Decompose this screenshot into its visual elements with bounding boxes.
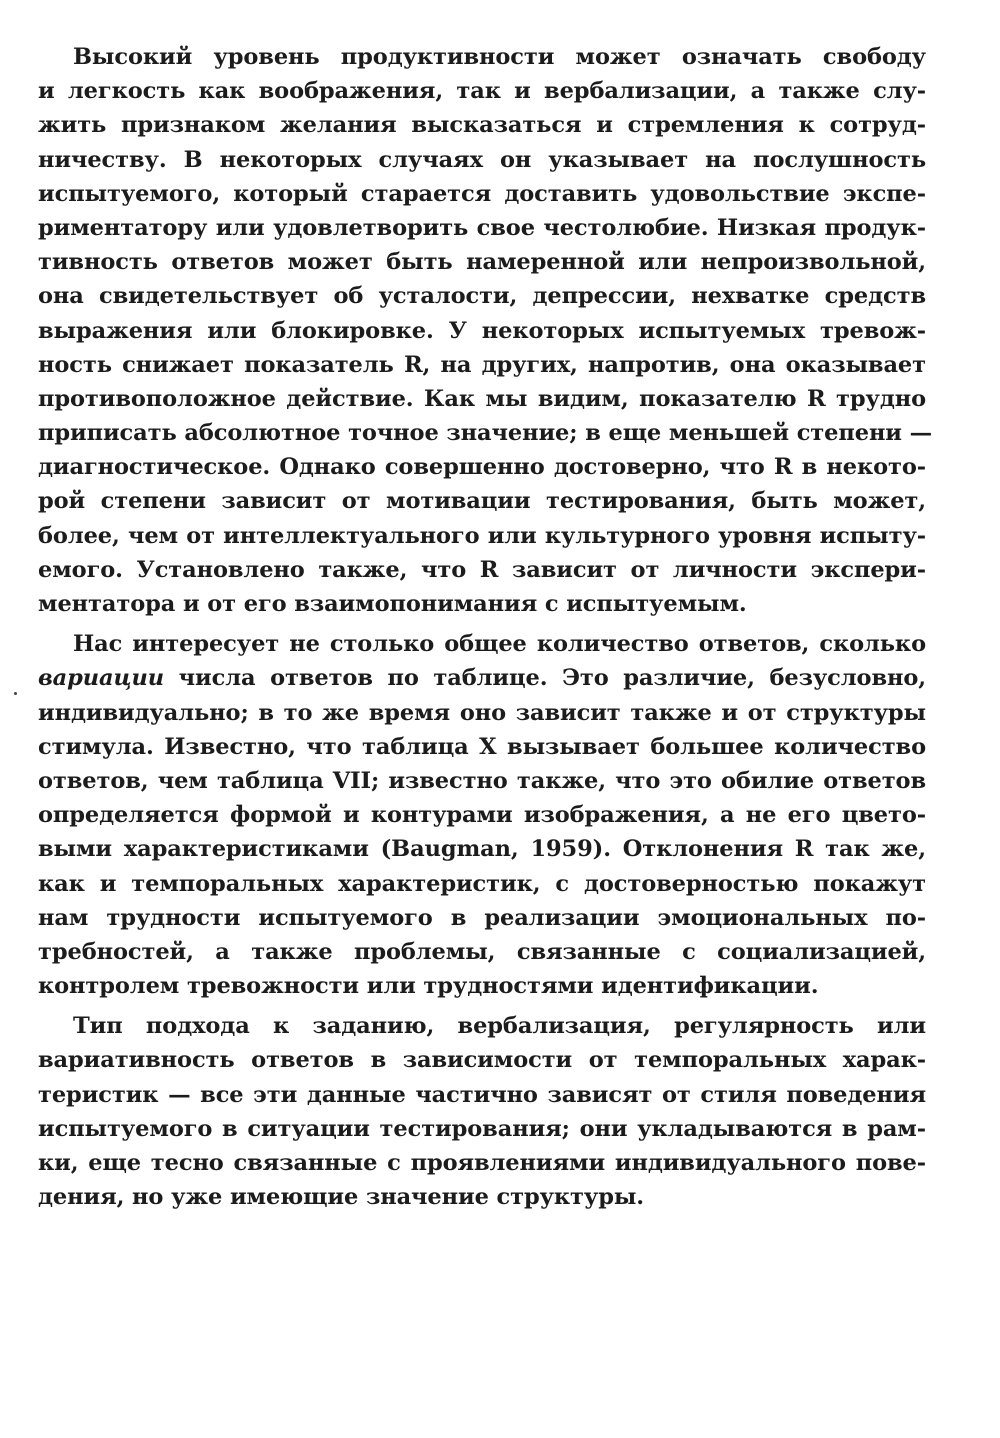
- text-line: Высокий уровень продуктивности может означать свободу: [73, 44, 926, 70]
- text-line-with-italic: [38, 661, 926, 695]
- document-page: [38, 40, 933, 1214]
- text-line: теристик — все эти данные частично зависят от стиля поведения: [38, 1081, 926, 1108]
- text-line: контролем тревожности или трудностями идентификации.: [38, 973, 819, 1000]
- text-line: как и темпоральных характеристик, с достоверностью покажут: [38, 870, 926, 897]
- text-line: требностей, а также проблемы, связанные с социализацией,: [38, 938, 926, 965]
- text-line: противоположное действие. Как мы видим, показателю R трудно: [38, 385, 926, 412]
- text-line: жить признаком желания высказаться и стремления к сотруд-: [38, 112, 926, 139]
- scan-speck: [14, 692, 17, 695]
- text-line: ничеству. В некоторых случаях он указывает на послушность: [38, 146, 926, 173]
- text-line: индивидуально; в то же время оно зависит также и от структуры: [38, 699, 926, 726]
- text-line: Нас интересует не столько общее количество ответов, сколько: [73, 631, 926, 658]
- text-line: рой степени зависит от мотивации тестирования, быть может,: [38, 488, 926, 515]
- text-line: вариативность ответов в зависимости от темпоральных харак-: [38, 1047, 926, 1074]
- text-line: ментатора и от его взаимопонимания с испытуемым.: [38, 591, 747, 617]
- text-line: дения, но уже имеющие значение структуры.: [38, 1184, 645, 1211]
- text-line: более, чем от интеллектуального или культурного уровня испыту-: [38, 522, 926, 549]
- text-line: она свидетельствует об усталости, депрессии, нехватке средств: [38, 283, 926, 310]
- text-line: и легкость как воображения, так и вербализации, а также слу-: [38, 78, 926, 105]
- italic-term: вариации: [38, 665, 165, 692]
- text-line: тивность ответов может быть намеренной или непроизвольной,: [38, 249, 926, 276]
- text-line: ки, еще тесно связанные с проявлениями индивидуального пове-: [38, 1150, 926, 1176]
- paragraph-3: [38, 1009, 926, 1214]
- text-line: нам трудности испытуемого в реализации эмоциональных по-: [38, 904, 926, 931]
- text-line: испытуемого в ситуации тестирования; они укладываются в рам-: [38, 1115, 926, 1142]
- text-fragment: числа ответов по таблице. Это различие, безусловно,: [164, 665, 926, 692]
- paragraph-2: [38, 627, 926, 1003]
- text-line: диагностическое. Однако совершенно достоверно, что R в некото-: [38, 454, 926, 481]
- text-line: определяется формой и контурами изображения, а не его цвето-: [38, 802, 926, 829]
- text-line: выражения или блокировке. У некоторых испытуемых тревож-: [38, 317, 926, 344]
- text-line: приписать абсолютное точное значение; в еще меньшей степени —: [38, 420, 933, 447]
- text-line: емого. Установлено также, что R зависит от личности экспери-: [38, 556, 926, 583]
- text-line: Тип подхода к заданию, вербализация, регулярность или: [73, 1013, 926, 1040]
- text-line: ность снижает показатель R, на других, напротив, она оказывает: [38, 351, 926, 378]
- text-line: ответов, чем таблица VII; известно также, что это обилие ответов: [38, 767, 926, 794]
- text-line: стимула. Известно, что таблица X вызывает большее количество: [38, 733, 926, 760]
- paragraph-1: [38, 40, 933, 621]
- text-line: выми характеристиками (Baugman, 1959). Отклонения R так же,: [38, 836, 926, 863]
- text-line: риментатору или удовлетворить свое честолюбие. Низкая продук-: [38, 214, 926, 241]
- text-line: испытуемого, который старается доставить удовольствие экспе-: [38, 180, 926, 207]
